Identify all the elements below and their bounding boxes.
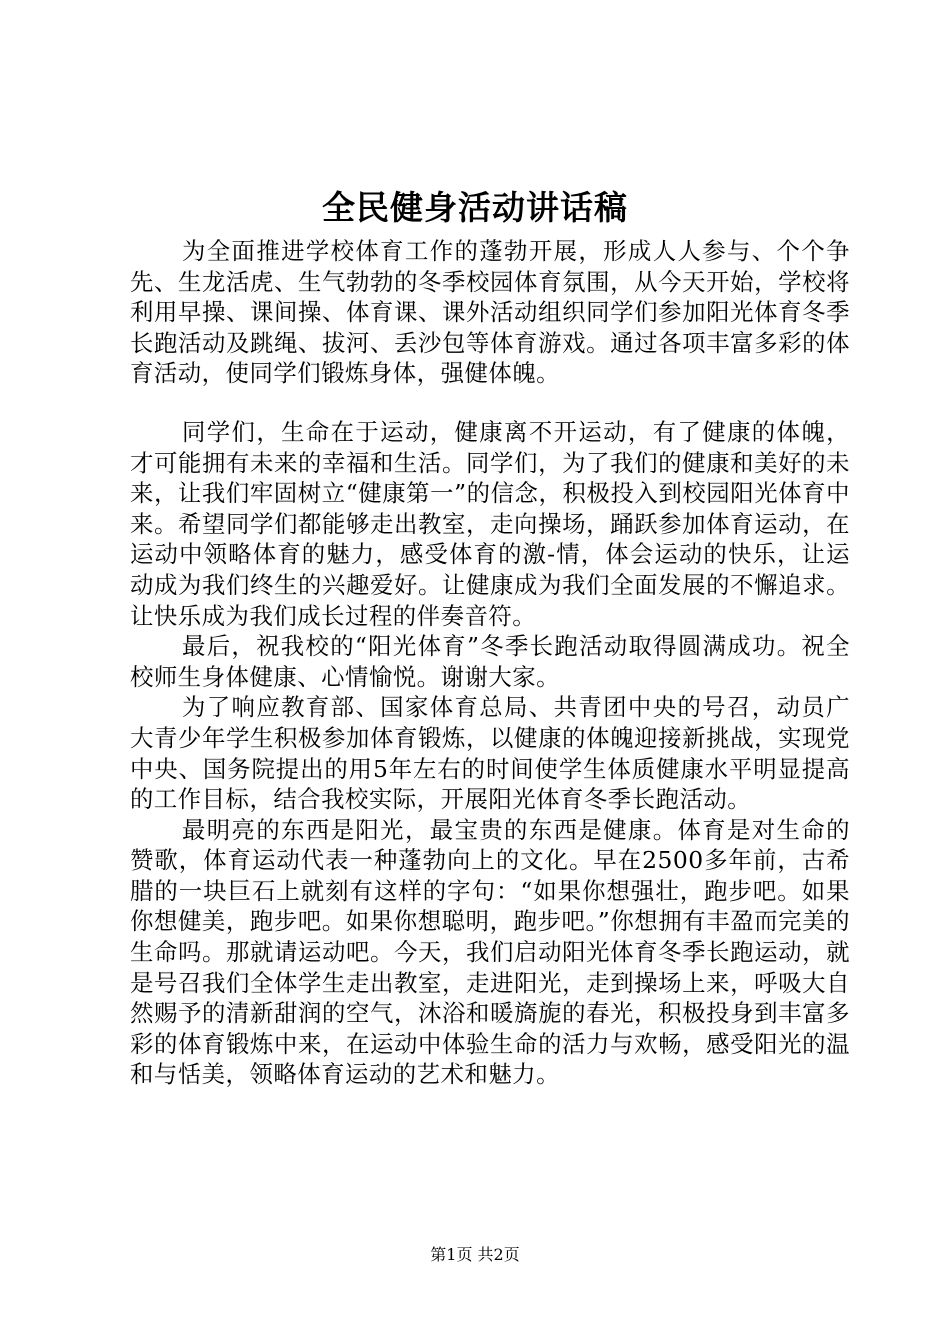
paragraph-3: 最后，祝我校的“阳光体育”冬季长跑活动取得圆满成功。祝全校师生身体健康、心情愉悦。谢谢大家。 xyxy=(130,632,850,691)
paragraph-1: 为全面推进学校体育工作的蓬勃开展，形成人人参与、个个争先、生龙活虎、生气勃勃的冬季校园体育氛围，从今天开始，学校将利用早操、课间操、体育课、课外活动组织同学们参加阳光体育冬季长跑活动及跳绳、拔河、丢沙包等体育游戏。通过各项丰富多彩的体育活动，使同学们锻炼身体，强健体魄。 xyxy=(130,237,850,388)
paragraph-4: 为了响应教育部、国家体育总局、共青团中央的号召，动员广大青少年学生积极参加体育锻炼，以健康的体魄迎接新挑战，实现党中央、国务院提出的用5年左右的时间使学生体质健康水平明显提高的工作目标，结合我校实际，开展阳光体育冬季长跑活动。 xyxy=(130,693,850,814)
document-title: 全民健身活动讲话稿 xyxy=(322,188,628,227)
document-body xyxy=(130,236,850,1090)
paragraph-2: 同学们，生命在于运动，健康离不开运动，有了健康的体魄，才可能拥有未来的幸福和生活。同学们，为了我们的健康和美好的未来，让我们牢固树立“健康第一”的信念，积极投入到校园阳光体育中来。希望同学们都能够走出教室，走向操场，踊跃参加体育运动，在运动中领略体育的魅力，感受体育的激-情，体会运动的快乐，让运动成为我们终生的兴趣爱好。让健康成为我们全面发展的不懈追求。让快乐成为我们成长过程的伴奏音符。 xyxy=(130,417,850,630)
page-number-footer: 第1页 共2页 xyxy=(430,1245,520,1264)
paragraph-5: 最明亮的东西是阳光，最宝贵的东西是健康。体育是对生命的赞歌，体育运动代表一种蓬勃向上的文化。早在2500多年前，古希腊的一块巨石上就刻有这样的字句：“如果你想强壮，跑步吧。如果你想健美，跑步吧。如果你想聪明，跑步吧。”你想拥有丰盈而完美的生命吗。那就请运动吧。今天，我们启动阳光体育冬季长跑运动，就是号召我们全体学生走出教室，走进阳光，走到操场上来，呼吸大自然赐予的清新甜润的空气，沐浴和暖旖旎的春光，积极投身到丰富多彩的体育锻炼中来，在运动中体验生命的活力与欢畅，感受阳光的温和与恬美，领略体育运动的艺术和魅力。 xyxy=(130,815,850,1089)
